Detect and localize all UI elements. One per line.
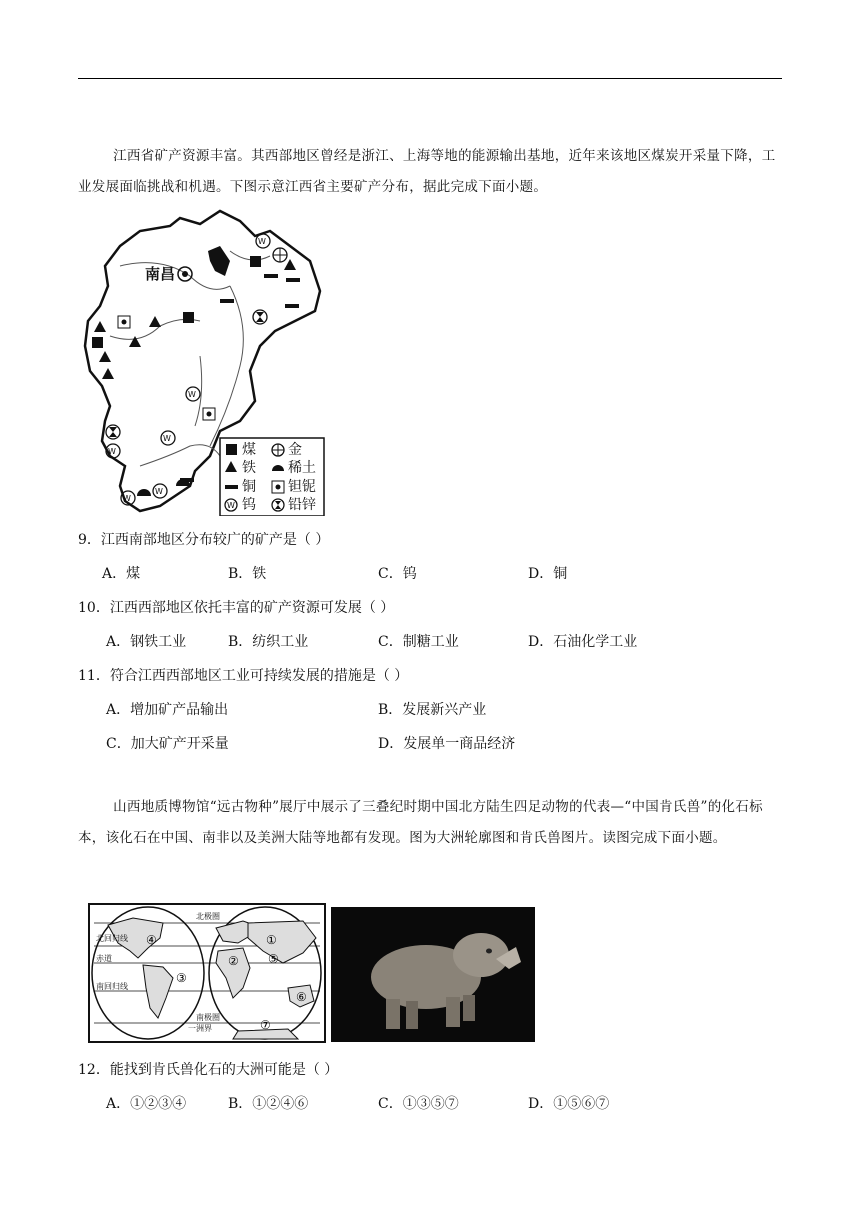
continent-4: ④ (146, 933, 157, 947)
jiangxi-mineral-map (80, 206, 330, 520)
legend-rare-earth: 稀土 (288, 460, 316, 476)
continent-6: ⑥ (296, 990, 307, 1004)
label-tropic-cancer: 北回归线 (96, 934, 128, 943)
continent-1: ① (266, 933, 277, 947)
question-9: 9．江西南部地区分布较广的矿产是（ ） (78, 532, 330, 548)
continent-7: ⑦ (260, 1018, 271, 1032)
q9-option-c[interactable]: C．钨 (378, 566, 417, 582)
legend-tantalum-niobium: 钽铌 (288, 479, 316, 495)
svg-text:W: W (163, 434, 171, 443)
q11-option-a[interactable]: A．增加矿产品输出 (106, 702, 229, 718)
q12-option-d[interactable]: D．①⑤⑥⑦ (528, 1096, 610, 1112)
q10-option-d[interactable]: D．石油化学工业 (528, 634, 638, 650)
label-continent-boundary: 一洲界 (188, 1024, 212, 1033)
q11-option-d[interactable]: D．发展单一商品经济 (378, 736, 516, 752)
q12-option-b[interactable]: B．①②④⑥ (228, 1096, 309, 1112)
svg-text:W: W (108, 447, 116, 456)
continent-5: ⑤ (268, 952, 279, 966)
question-10: 10．江西西部地区依托丰富的矿产资源可发展（ ） (78, 600, 395, 616)
q10-option-c[interactable]: C．制糖工业 (378, 634, 459, 650)
nanchang-label: 南昌 (145, 265, 176, 283)
label-equator: 赤道 (96, 954, 112, 963)
q11-option-c[interactable]: C．加大矿产开采量 (106, 736, 229, 752)
passage-kannemeyeria (78, 792, 782, 854)
q9-option-a[interactable]: A．煤 (102, 566, 141, 582)
svg-text:W: W (123, 494, 131, 503)
q9-option-b[interactable]: B．铁 (228, 566, 267, 582)
legend-iron: 铁 (242, 460, 256, 476)
header-rule (78, 78, 782, 79)
q12-option-a[interactable]: A．①②③④ (106, 1096, 187, 1112)
legend-tungsten: 钨 (242, 497, 256, 513)
svg-text:W: W (258, 237, 266, 246)
label-antarctic-circle: 南极圈 (196, 1013, 220, 1022)
passage-jiangxi (78, 141, 782, 203)
legend-copper: 铜 (242, 479, 256, 495)
kannemeyeria-photo (331, 907, 535, 1046)
passage-kannemeyeria-text: 山西地质博物馆“远古物种”展厅中展示了三叠纪时期中国北方陆生四足动物的代表—“中国肯氏兽”的化石标本，该化石在中国、南非以及美洲大陆等地都有发现。图为大洲轮廓图和肯氏兽图片。读图完成下面小题。 (78, 799, 763, 846)
q11-option-b[interactable]: B．发展新兴产业 (378, 702, 487, 718)
q10-option-b[interactable]: B．纺织工业 (228, 634, 309, 650)
label-tropic-capricorn: 南回归线 (96, 982, 128, 991)
continent-3: ③ (176, 971, 187, 985)
question-11: 11．符合江西西部地区工业可持续发展的措施是（ ） (78, 668, 409, 684)
label-arctic-circle: 北极圈 (196, 912, 220, 921)
svg-text:W: W (155, 487, 163, 496)
q12-option-c[interactable]: C．①③⑤⑦ (378, 1096, 459, 1112)
passage-jiangxi-text: 江西省矿产资源丰富。其西部地区曾经是浙江、上海等地的能源输出基地，近年来该地区煤炭开采量下降，工业发展面临挑战和机遇。下图示意江西省主要矿产分布，据此完成下面小题。 (78, 148, 776, 195)
svg-text:W: W (188, 390, 196, 399)
continent-2: ② (228, 954, 239, 968)
q10-option-a[interactable]: A．钢铁工业 (106, 634, 187, 650)
legend-coal: 煤 (242, 442, 256, 458)
q9-option-d[interactable]: D．铜 (528, 566, 568, 582)
question-12: 12．能找到肯氏兽化石的大洲可能是（ ） (78, 1062, 339, 1078)
legend-lead-zinc: 铅锌 (288, 497, 316, 513)
continent-outline-map (88, 903, 326, 1047)
svg-text:W: W (227, 501, 235, 510)
legend-gold: 金 (288, 442, 302, 458)
